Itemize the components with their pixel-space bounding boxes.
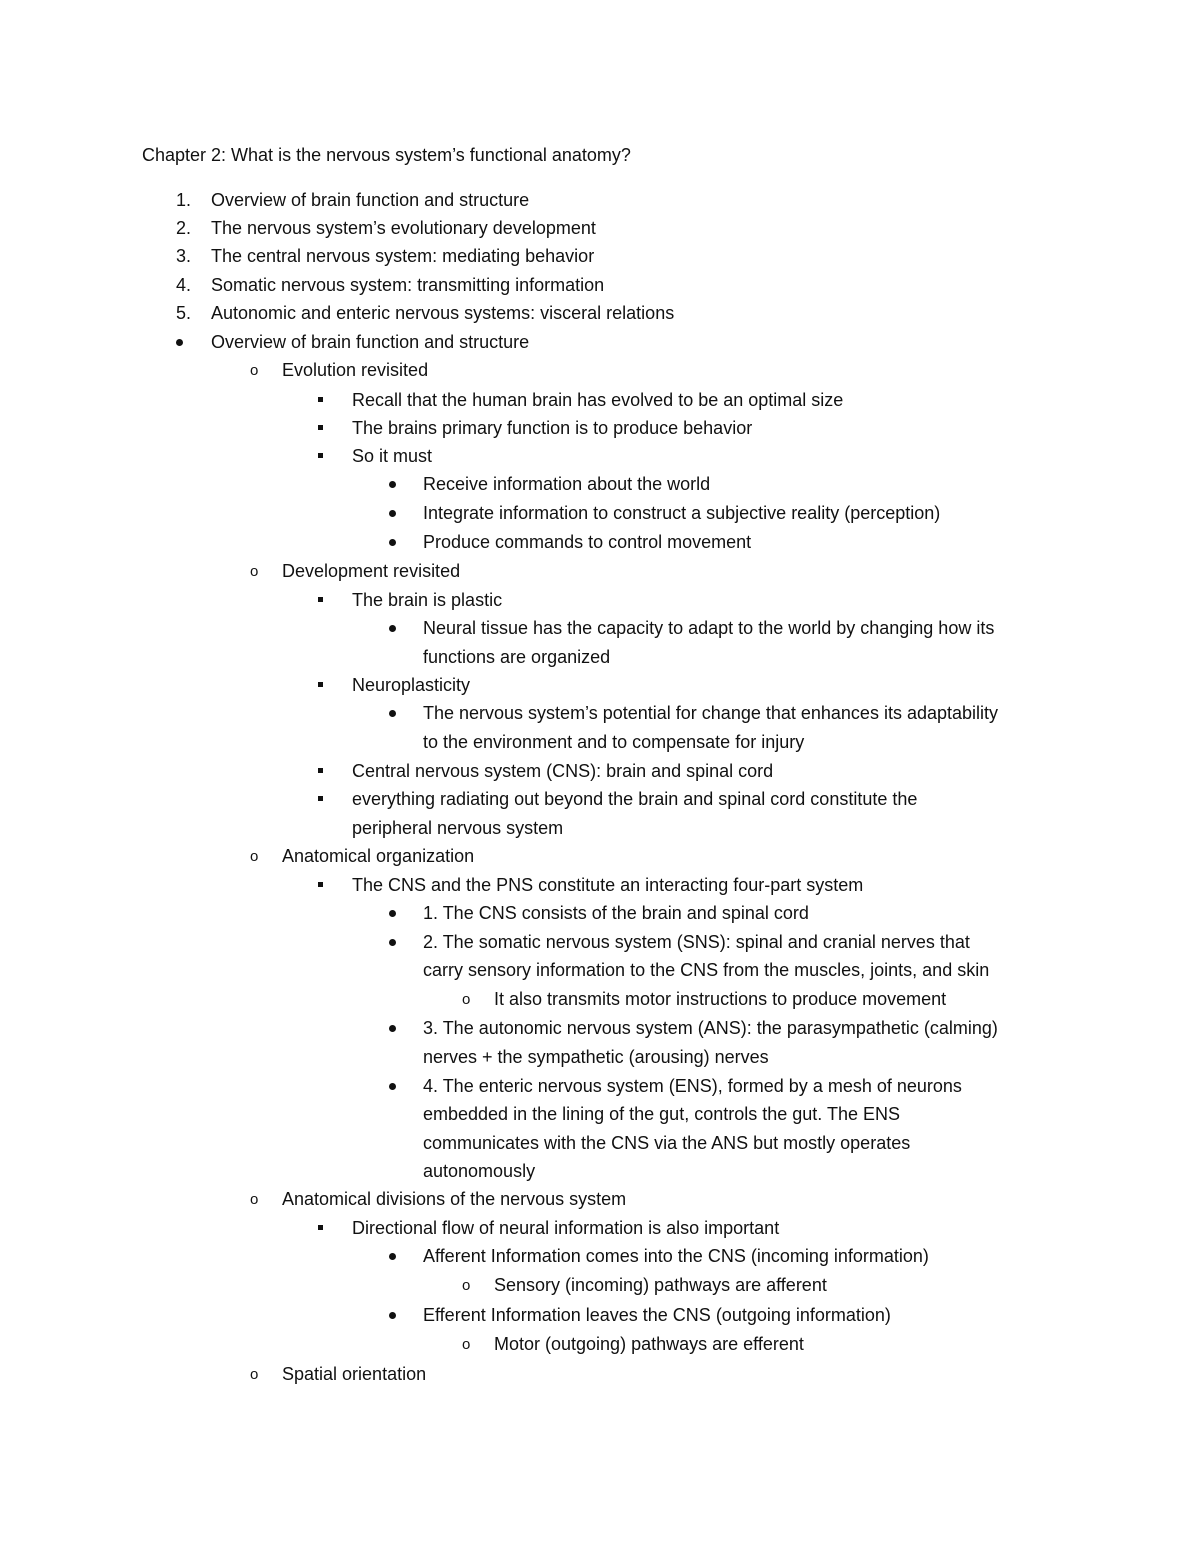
outline-line: 2. The somatic nervous system (SNS): spinal and cranial nerves that — [423, 932, 970, 952]
bullet-square-icon — [318, 397, 323, 402]
outline-line: functions are organized — [423, 647, 611, 667]
bullet-dot-icon — [389, 539, 396, 546]
outline-line: communicates with the CNS via the ANS but mostly operates — [423, 1133, 911, 1153]
outline-line: Development revisited — [282, 561, 461, 581]
bullet-dot-icon — [389, 1025, 396, 1032]
outline-line: Overview of brain function and structure — [211, 332, 530, 352]
outline-line: Receive information about the world — [423, 474, 711, 494]
list-number: 2. — [176, 218, 192, 238]
list-item: Autonomic and enteric nervous systems: visceral relations — [211, 303, 675, 323]
list-item: Overview of brain function and structure — [211, 190, 530, 210]
outline-line: Motor (outgoing) pathways are efferent — [494, 1334, 804, 1354]
bullet-dot-icon — [389, 625, 396, 632]
outline-line: The brains primary function is to produce behavior — [352, 418, 753, 438]
page-title: Chapter 2: What is the nervous system’s functional anatomy? — [142, 145, 631, 165]
list-number: 3. — [176, 246, 192, 266]
bullet-dot-icon — [389, 481, 396, 488]
list-item: The central nervous system: mediating behavior — [211, 246, 595, 266]
outline-line: carry sensory information to the CNS from the muscles, joints, and skin — [423, 960, 990, 980]
outline-line: Integrate information to construct a subjective reality (perception) — [423, 503, 941, 523]
bullet-circle-icon: o — [250, 1366, 259, 1383]
outline-line: everything radiating out beyond the brain and spinal cord constitute the — [352, 789, 918, 809]
bullet-square-icon — [318, 1225, 323, 1230]
bullet-dot-icon — [389, 710, 396, 717]
list-item: Somatic nervous system: transmitting information — [211, 275, 605, 295]
list-item: The nervous system’s evolutionary development — [211, 218, 596, 238]
bullet-square-icon — [318, 453, 323, 458]
outline-line: to the environment and to compensate for injury — [423, 732, 805, 752]
outline-line: Sensory (incoming) pathways are afferent — [494, 1275, 827, 1295]
outline-line: The brain is plastic — [352, 590, 503, 610]
bullet-square-icon — [318, 597, 323, 602]
bullet-circle-icon: o — [250, 563, 259, 580]
outline-line: The CNS and the PNS constitute an interacting four-part system — [352, 875, 864, 895]
outline-line: embedded in the lining of the gut, controls the gut. The ENS — [423, 1104, 900, 1124]
outline-line: 4. The enteric nervous system (ENS), formed by a mesh of neurons — [423, 1076, 962, 1096]
outline-line: Anatomical organization — [282, 846, 475, 866]
bullet-dot-icon — [389, 910, 396, 917]
bullet-dot-icon — [389, 1083, 396, 1090]
bullet-dot-icon — [389, 510, 396, 517]
outline-line: nerves + the sympathetic (arousing) nerves — [423, 1047, 769, 1067]
outline-line: So it must — [352, 446, 433, 466]
bullet-circle-icon: o — [462, 1336, 471, 1353]
outline-line: Directional flow of neural information is also important — [352, 1218, 780, 1238]
outline-line: Recall that the human brain has evolved to be an optimal size — [352, 390, 844, 410]
bullet-square-icon — [318, 425, 323, 430]
outline-line: Neuroplasticity — [352, 675, 471, 695]
outline-line: autonomously — [423, 1161, 536, 1181]
outline-line: 3. The autonomic nervous system (ANS): the parasympathetic (calming) — [423, 1018, 998, 1038]
bullet-square-icon — [318, 768, 323, 773]
bullet-dot-icon — [389, 939, 396, 946]
bullet-dot-icon — [389, 1312, 396, 1319]
outline-line: Afferent Information comes into the CNS (incoming information) — [423, 1246, 929, 1266]
bullet-circle-icon: o — [250, 848, 259, 865]
outline-line: 1. The CNS consists of the brain and spinal cord — [423, 903, 809, 923]
bullet-square-icon — [318, 882, 323, 887]
list-number: 4. — [176, 275, 192, 295]
outline-line: Anatomical divisions of the nervous system — [282, 1189, 627, 1209]
bullet-dot-icon — [389, 1253, 396, 1260]
list-number: 5. — [176, 303, 192, 323]
bullet-dot-icon — [176, 339, 183, 346]
outline-line: The nervous system’s potential for change that enhances its adaptability — [423, 703, 999, 723]
bullet-circle-icon: o — [462, 1277, 471, 1294]
outline-line: peripheral nervous system — [352, 818, 564, 838]
outline-line: Produce commands to control movement — [423, 532, 752, 552]
outline-line: It also transmits motor instructions to produce movement — [494, 989, 947, 1009]
outline-line: Evolution revisited — [282, 360, 429, 380]
bullet-circle-icon: o — [250, 362, 259, 379]
bullet-circle-icon: o — [462, 991, 471, 1008]
outline-line: Neural tissue has the capacity to adapt to the world by changing how its — [423, 618, 995, 638]
bullet-square-icon — [318, 682, 323, 687]
bullet-circle-icon: o — [250, 1191, 259, 1208]
outline-line: Efferent Information leaves the CNS (outgoing information) — [423, 1305, 891, 1325]
list-number: 1. — [176, 190, 192, 210]
outline-line: Spatial orientation — [282, 1364, 427, 1384]
outline-line: Central nervous system (CNS): brain and spinal cord — [352, 761, 774, 781]
bullet-square-icon — [318, 796, 323, 801]
